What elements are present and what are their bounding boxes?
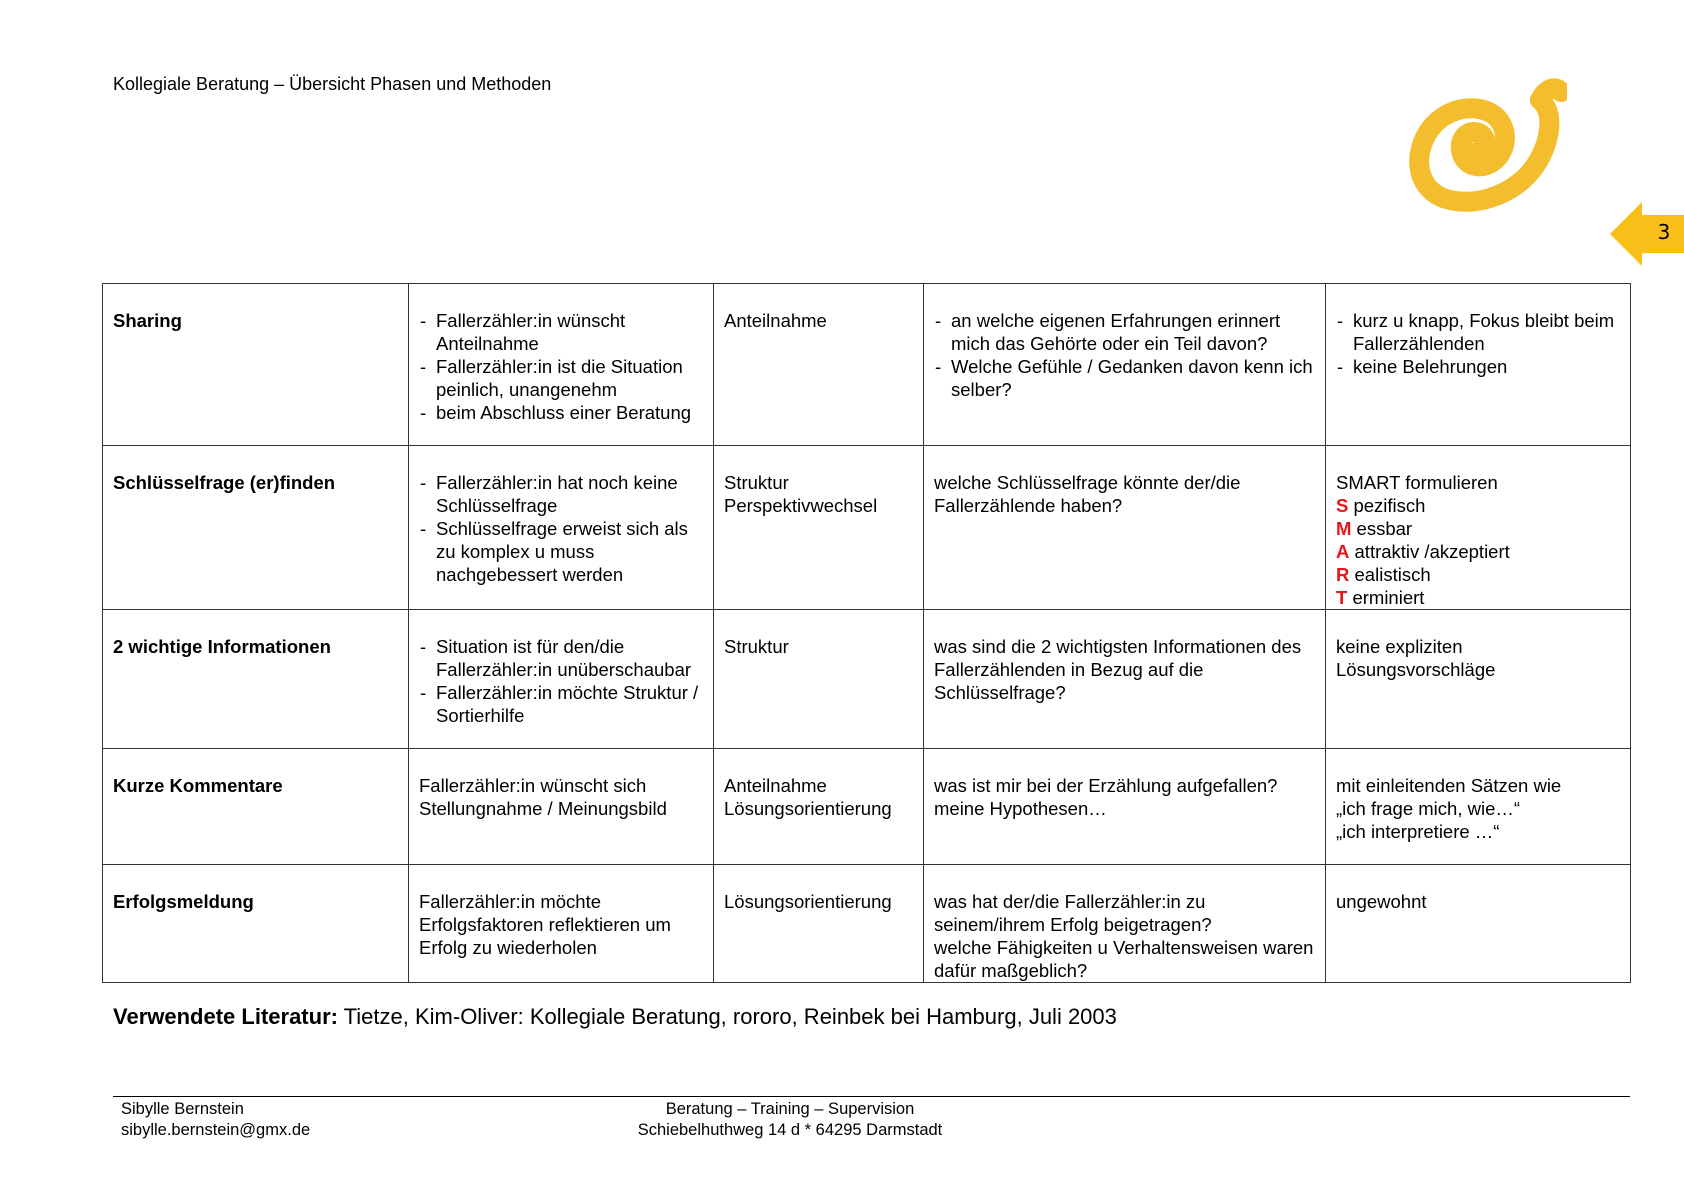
table-row xyxy=(103,284,1631,446)
notes-cell xyxy=(1326,446,1631,610)
focus-cell xyxy=(714,610,924,749)
smart-item xyxy=(1336,586,1620,609)
notes-text: mit einleitenden Sätzen wie xyxy=(1336,775,1562,796)
table-row xyxy=(103,749,1631,865)
literature-reference xyxy=(113,1004,1117,1030)
smart-word: ealistisch xyxy=(1349,564,1431,585)
literature-text: Tietze, Kim-Oliver: Kollegiale Beratung, rororo, Reinbek bei Hamburg, Juli 2003 xyxy=(337,1004,1117,1029)
question-text: meine Hypothesen… xyxy=(934,798,1107,819)
list-item: - Fallerzähler:in möchte Struktur / Sortierhilfe xyxy=(419,681,703,727)
document-title: Kollegiale Beratung – Übersicht Phasen und Methoden xyxy=(113,74,552,94)
list-item: - Welche Gefühle / Gedanken davon kenn ich selber? xyxy=(934,355,1315,401)
smart-word: attraktiv /akzeptiert xyxy=(1349,541,1510,562)
list-item: - keine Belehrungen xyxy=(1336,355,1620,378)
question-text: welche Schlüsselfrage könnte der/die Fallerzählende haben? xyxy=(934,472,1241,516)
question-cell xyxy=(924,446,1326,610)
situation-cell xyxy=(409,610,714,749)
focus-text: Lösungsorientierung xyxy=(724,891,892,912)
situation-text: Fallerzähler:in wünscht sich Stellungnahme / Meinungsbild xyxy=(419,775,667,819)
situation-text: Fallerzähler:in möchte Erfolgsfaktoren reflektieren um Erfolg zu wiederholen xyxy=(419,891,671,958)
smart-letter: R xyxy=(1336,564,1350,585)
smart-item xyxy=(1336,563,1620,586)
literature-label: Verwendete Literatur: xyxy=(113,1004,338,1029)
focus-cell xyxy=(714,284,924,446)
focus-text: Perspektivwechsel xyxy=(724,495,878,516)
list-item: - beim Abschluss einer Beratung xyxy=(419,401,703,424)
table-row xyxy=(103,446,1631,610)
notes-text: keine expliziten Lösungsvorschläge xyxy=(1336,636,1496,680)
notes-cell xyxy=(1326,749,1631,865)
smart-word: pezifisch xyxy=(1348,495,1426,516)
footer-divider xyxy=(113,1096,1630,1097)
spiral-logo-icon xyxy=(1405,62,1567,212)
table-row xyxy=(103,865,1631,983)
smart-letter: A xyxy=(1336,541,1350,562)
notes-text: SMART formulieren xyxy=(1336,472,1498,493)
method-name: Kurze Kommentare xyxy=(113,775,283,796)
method-name: Erfolgsmeldung xyxy=(113,891,254,912)
notes-cell xyxy=(1326,284,1631,446)
question-cell xyxy=(924,284,1326,446)
question-text: was ist mir bei der Erzählung aufgefallen? xyxy=(934,775,1278,796)
smart-item xyxy=(1336,517,1620,540)
method-name: 2 wichtige Informationen xyxy=(113,636,331,657)
focus-cell xyxy=(714,865,924,983)
method-cell xyxy=(103,446,409,610)
question-cell xyxy=(924,749,1326,865)
method-cell xyxy=(103,749,409,865)
methods-table xyxy=(102,283,1631,983)
situation-cell xyxy=(409,284,714,446)
list-item: - kurz u knapp, Fokus bleibt beim Fallerzählenden xyxy=(1336,309,1620,355)
question-cell xyxy=(924,865,1326,983)
list-item: - Fallerzähler:in wünscht Anteilnahme xyxy=(419,309,703,355)
list-item: - an welche eigenen Erfahrungen erinnert mich das Gehörte oder ein Teil davon? xyxy=(934,309,1315,355)
situation-cell xyxy=(409,446,714,610)
method-name: Schlüsselfrage (er)finden xyxy=(113,472,336,493)
footer-email: sibylle.bernstein@gmx.de xyxy=(121,1121,311,1139)
situation-cell xyxy=(409,865,714,983)
notes-text: ungewohnt xyxy=(1336,891,1427,912)
notes-text: „ich interpretiere …“ xyxy=(1336,821,1500,842)
focus-cell xyxy=(714,749,924,865)
focus-text: Lösungsorientierung xyxy=(724,798,892,819)
question-text: welche Fähigkeiten u Verhaltensweisen waren dafür maßgeblich? xyxy=(934,937,1314,981)
focus-text: Anteilnahme xyxy=(724,775,827,796)
question-text: was sind die 2 wichtigsten Informationen des Fallerzählenden in Bezug auf die Schlüsselfrage? xyxy=(934,636,1302,703)
smart-letter: T xyxy=(1336,587,1348,608)
method-cell xyxy=(103,610,409,749)
footer-name: Sibylle Bernstein xyxy=(121,1100,244,1118)
notes-text: „ich frage mich, wie…“ xyxy=(1336,798,1521,819)
method-name: Sharing xyxy=(113,310,182,331)
footer-company xyxy=(590,1099,990,1141)
situation-cell xyxy=(409,749,714,865)
page-number: 3 xyxy=(1657,220,1671,244)
focus-text: Struktur xyxy=(724,472,789,493)
table-row xyxy=(103,610,1631,749)
list-item: - Schlüsselfrage erweist sich als zu komplex u muss nachgebessert werden xyxy=(419,517,703,586)
footer-contact xyxy=(121,1099,310,1141)
notes-cell xyxy=(1326,865,1631,983)
smart-item xyxy=(1336,494,1620,517)
focus-cell xyxy=(714,446,924,610)
list-item: - Situation ist für den/die Fallerzähler:in unüberschaubar xyxy=(419,635,703,681)
question-cell xyxy=(924,610,1326,749)
smart-letter: M xyxy=(1336,518,1352,539)
question-text: was hat der/die Fallerzähler:in zu seinem/ihrem Erfolg beigetragen? xyxy=(934,891,1212,935)
focus-text: Struktur xyxy=(724,636,789,657)
list-item: - Fallerzähler:in ist die Situation peinlich, unangenehm xyxy=(419,355,703,401)
method-cell xyxy=(103,284,409,446)
list-item: - Fallerzähler:in hat noch keine Schlüsselfrage xyxy=(419,471,703,517)
smart-word: erminiert xyxy=(1347,587,1425,608)
smart-item xyxy=(1336,540,1620,563)
notes-cell xyxy=(1326,610,1631,749)
method-cell xyxy=(103,865,409,983)
smart-letter: S xyxy=(1336,495,1349,516)
smart-word: essbar xyxy=(1351,518,1413,539)
footer-services: Beratung – Training – Supervision xyxy=(665,1100,915,1118)
footer-address: Schiebelhuthweg 14 d * 64295 Darmstadt xyxy=(637,1121,943,1139)
focus-text: Anteilnahme xyxy=(724,310,827,331)
